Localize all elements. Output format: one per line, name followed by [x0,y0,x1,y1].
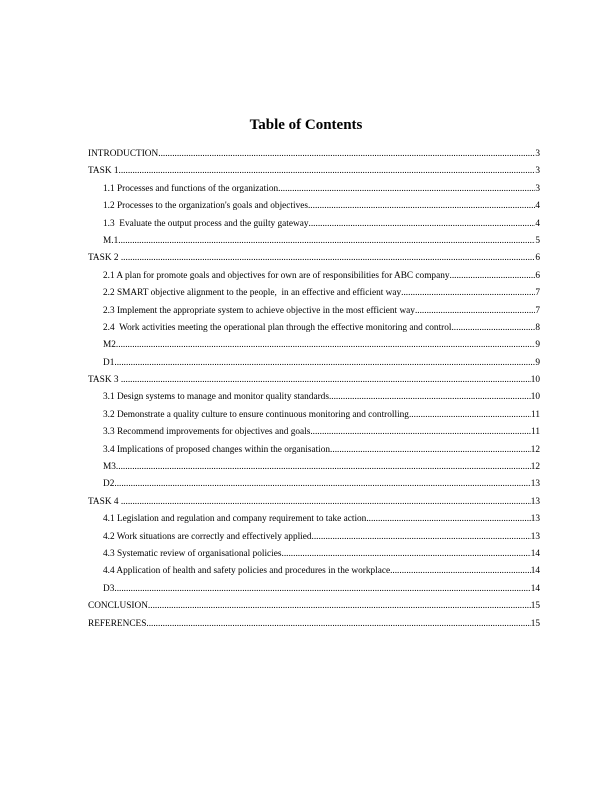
dot-leader [409,407,531,424]
toc-page-number: 11 [531,409,540,420]
dot-leader [158,146,535,163]
toc-page-number: 15 [530,618,540,629]
toc-page-number: 5 [535,235,540,246]
toc-entry[interactable] [88,389,540,406]
toc-page-number: 4 [535,201,540,212]
toc-entry-text: 3.2 Demonstrate a quality culture to ensure continuous monitoring and controlling [103,409,409,420]
toc-entry[interactable] [88,459,540,476]
toc-entry[interactable] [88,494,540,511]
dot-leader [312,529,531,546]
toc-entry[interactable] [88,563,540,580]
toc-entry[interactable] [88,407,540,424]
toc-entry-text: M3 [103,462,116,473]
toc-page-number: 14 [530,548,540,559]
toc-entry[interactable] [88,268,540,285]
toc-page-number: 13 [530,531,540,542]
toc-page-number: 12 [530,462,540,473]
dot-leader [114,355,535,372]
table-of-contents [88,146,540,633]
toc-page-number: 13 [530,479,540,490]
toc-entry[interactable] [88,529,540,546]
toc-page-number: 6 [535,253,540,264]
toc-entry[interactable] [88,163,540,180]
dot-leader [450,268,536,285]
toc-entry-text: 1.3 Evaluate the output process and the guilty gateway [103,218,309,229]
dot-leader [401,285,535,302]
dot-leader [119,163,536,180]
toc-entry[interactable] [88,181,540,198]
toc-page-number: 3 [535,149,540,159]
toc-page-number: 3 [535,183,540,194]
toc-entry-text: M.1 [103,235,119,246]
toc-entry[interactable] [88,216,540,233]
toc-entry-text: 4.4 Application of health and safety policies and procedures in the workplace [103,566,391,577]
toc-entry[interactable] [88,250,540,267]
toc-entry[interactable] [88,476,540,493]
toc-page-number: 9 [535,340,540,351]
toc-page-number: 13 [530,496,540,507]
toc-entry[interactable] [88,355,540,372]
toc-entry-text: INTRODUCTION [88,149,159,159]
toc-entry[interactable] [88,598,540,615]
toc-entry-text: TASK 1 [88,166,119,177]
dot-leader [118,233,535,250]
toc-entry[interactable] [88,616,540,633]
toc-page-number: 10 [530,392,540,403]
toc-entry-text: 1.2 Processes to the organization's goals and objectives [103,201,308,212]
toc-page-number: 11 [531,427,540,438]
dot-leader [282,546,531,563]
dot-leader [121,494,531,511]
toc-entry[interactable] [88,581,540,598]
dot-leader [309,216,536,233]
toc-entry-text: D2 [103,479,115,490]
toc-entry[interactable] [88,511,540,528]
dot-leader [390,563,531,580]
toc-entry[interactable] [88,424,540,441]
dot-leader [121,250,536,267]
toc-entry-text: D1 [103,357,115,368]
toc-entry[interactable] [88,546,540,563]
toc-page-number: 7 [535,288,540,299]
toc-page-number: 12 [530,444,540,455]
toc-page-number: 9 [535,357,540,368]
toc-page-number: 14 [530,566,540,577]
toc-entry[interactable] [88,285,540,302]
dot-leader [114,476,530,493]
dot-leader [116,459,531,476]
toc-entry-text: M2 [103,340,116,351]
dot-leader [148,598,531,615]
dot-leader [329,389,531,406]
toc-entry[interactable] [88,198,540,215]
dot-leader [116,337,535,354]
dot-leader [146,616,530,633]
toc-page-number: 8 [535,322,540,333]
toc-page-number: 10 [530,375,540,386]
toc-entry[interactable] [88,303,540,320]
dot-leader [310,424,531,441]
dot-leader [121,372,531,389]
dot-leader [278,181,535,198]
toc-entry-text: 2.3 Implement the appropriate system to achieve objective in the most efficient way [103,305,415,316]
toc-entry[interactable] [88,372,540,389]
toc-page-number: 15 [530,601,540,612]
toc-entry[interactable] [88,442,540,459]
toc-entry[interactable] [88,320,540,337]
toc-entry-text: 3.1 Design systems to manage and monitor quality standards [103,392,329,403]
toc-entry[interactable] [88,233,540,250]
toc-entry-text: TASK 3 [88,375,121,386]
toc-entry[interactable] [88,146,540,163]
toc-entry-text: 2.4 Work activities meeting the operational plan through the effective monitoring and control [103,322,452,333]
dot-leader [451,320,535,337]
toc-entry-text: 4.2 Work situations are correctly and effectively applied [103,531,312,542]
dot-leader [366,511,530,528]
toc-entry-text: D3 [103,583,115,594]
toc-entry-text: TASK 4 [88,496,121,507]
dot-leader [114,581,530,598]
dot-leader [330,442,531,459]
toc-entry-text: 4.1 Legislation and regulation and company requirement to take action [103,514,367,525]
toc-page-number: 3 [535,166,540,177]
toc-entry-text: REFERENCES [88,618,147,629]
toc-entry-text: 2.1 A plan for promote goals and objectives for own are of responsibilities for ABC company [103,270,450,281]
toc-entry-text: TASK 2 [88,253,121,264]
toc-page-number: 4 [535,218,540,229]
toc-entry-text: 1.1 Processes and functions of the organization [103,183,279,194]
dot-leader [415,303,535,320]
toc-page-number: 7 [535,305,540,316]
toc-page-number: 13 [530,514,540,525]
toc-entry-text: 3.4 Implications of proposed changes within the organisation [103,444,331,455]
page-title: Table of Contents [249,117,363,133]
dot-leader [308,198,535,215]
toc-entry-text: 3.3 Recommend improvements for objectives and goals [103,427,311,438]
toc-entry-text: 4.3 Systematic review of organisational policies [103,548,282,559]
toc-entry-text: 2.2 SMART objective alignment to the people, in an effective and efficient way [103,288,402,299]
toc-page-number: 14 [530,583,540,594]
toc-entry[interactable] [88,337,540,354]
toc-page-number: 6 [535,270,540,281]
toc-entry-text: CONCLUSION [88,601,148,612]
